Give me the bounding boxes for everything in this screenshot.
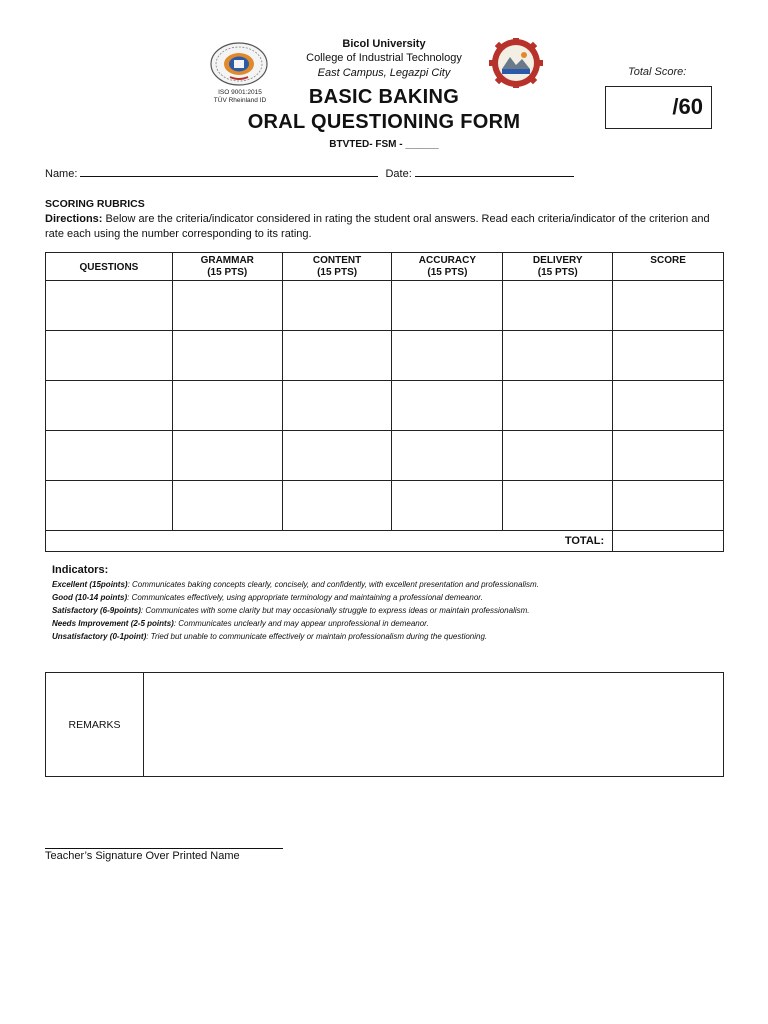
total-label: TOTAL: [46, 531, 613, 552]
header-score: SCORE [613, 253, 724, 281]
total-score-label: Total Score: [628, 66, 687, 78]
directions [45, 212, 730, 242]
cell-accuracy[interactable] [392, 431, 503, 481]
table-header-row [46, 253, 724, 281]
indicator-good: Good (10-14 points): Communicates effectively, using appropriate terminology and maintaining a professional demeanor. [52, 593, 483, 602]
table-total-row [46, 531, 724, 552]
cell-accuracy[interactable] [392, 381, 503, 431]
header-delivery: DELIVERY (15 PTS) [503, 253, 613, 281]
cell-question[interactable] [46, 481, 173, 531]
table-row [46, 431, 724, 481]
signature-line[interactable] [45, 848, 283, 849]
cell-delivery[interactable] [503, 431, 613, 481]
cell-accuracy[interactable] [392, 481, 503, 531]
indicators-title: Indicators: [52, 564, 109, 576]
table-row [46, 281, 724, 331]
indicator-unsatisfactory: Unsatisfactory (0-1point): Tried but unable to communicate effectively or maintain professionalism during the questioning. [52, 632, 488, 641]
cell-grammar[interactable] [172, 381, 282, 431]
remarks-box [45, 672, 724, 777]
cell-delivery[interactable] [503, 381, 613, 431]
header-grammar: GRAMMAR (15 PTS) [172, 253, 282, 281]
cell-score[interactable] [613, 331, 724, 381]
cell-question[interactable] [46, 281, 173, 331]
directions-label: Directions: [45, 213, 103, 225]
form-title-line-2: ORAL QUESTIONING FORM [247, 111, 521, 133]
cell-grammar[interactable] [172, 481, 282, 531]
cell-delivery[interactable] [503, 281, 613, 331]
form-title-line-1: BASIC BAKING [308, 86, 460, 108]
cell-question[interactable] [46, 381, 173, 431]
cell-grammar[interactable] [172, 431, 282, 481]
cell-question[interactable] [46, 431, 173, 481]
college-name: College of Industrial Technology [306, 52, 462, 64]
name-field[interactable] [80, 167, 378, 177]
name-date-row [45, 167, 578, 180]
campus-name: East Campus, Legazpi City [317, 67, 451, 79]
cell-content[interactable] [282, 481, 392, 531]
date-field[interactable] [415, 167, 574, 177]
cell-accuracy[interactable] [392, 281, 503, 331]
table-row [46, 481, 724, 531]
cell-score[interactable] [613, 481, 724, 531]
header-accuracy: ACCURACY (15 PTS) [392, 253, 503, 281]
directions-text: Below are the criteria/indicator considered in rating the student oral answers. Read each criteria/indicator of the criterion and rate each using the number corresponding to its rating. [45, 213, 710, 240]
university-name: Bicol University [342, 38, 426, 50]
program-code: BTVTED- FSM - ______ [329, 139, 439, 150]
name-label: Name: [45, 168, 78, 180]
cell-grammar[interactable] [172, 331, 282, 381]
total-score-box[interactable]: /60 [605, 86, 712, 129]
cell-content[interactable] [282, 431, 392, 481]
cell-delivery[interactable] [503, 331, 613, 381]
header-questions: QUESTIONS [46, 253, 173, 281]
cell-accuracy[interactable] [392, 331, 503, 381]
iso-line-1: ISO 9001:2015 [218, 89, 262, 96]
total-score-cell[interactable] [613, 531, 724, 552]
cell-score[interactable] [613, 281, 724, 331]
cell-delivery[interactable] [503, 481, 613, 531]
cell-content[interactable] [282, 281, 392, 331]
indicator-satisfactory: Satisfactory (6-9points): Communicates with some clarity but may occasionally struggle to express ideas or maintain professionalism. [52, 606, 530, 615]
header-content: CONTENT (15 PTS) [282, 253, 392, 281]
date-label: Date: [385, 168, 412, 180]
cell-content[interactable] [282, 331, 392, 381]
indicator-excellent: Excellent (15points): Communicates baking concepts clearly, concisely, and confidently, with excellent presentation and professionalism. [52, 580, 539, 589]
cell-content[interactable] [282, 381, 392, 431]
cell-question[interactable] [46, 331, 173, 381]
indicators-list [52, 578, 732, 643]
table-row [46, 381, 724, 431]
indicator-needs-improvement: Needs Improvement (2-5 points): Communicates unclearly and may appear unprofessional in demeanor. [52, 619, 429, 628]
scoring-rubrics-title: SCORING RUBRICS [45, 198, 145, 210]
remarks-field[interactable] [144, 673, 723, 776]
cell-score[interactable] [613, 381, 724, 431]
cell-grammar[interactable] [172, 281, 282, 331]
remarks-label: REMARKS [46, 673, 144, 776]
table-row [46, 331, 724, 381]
scoring-table [45, 252, 724, 552]
cell-score[interactable] [613, 431, 724, 481]
iso-line-2: TÜV Rheinland ID [213, 97, 267, 104]
signature-label: Teacher’s Signature Over Printed Name [45, 850, 240, 862]
